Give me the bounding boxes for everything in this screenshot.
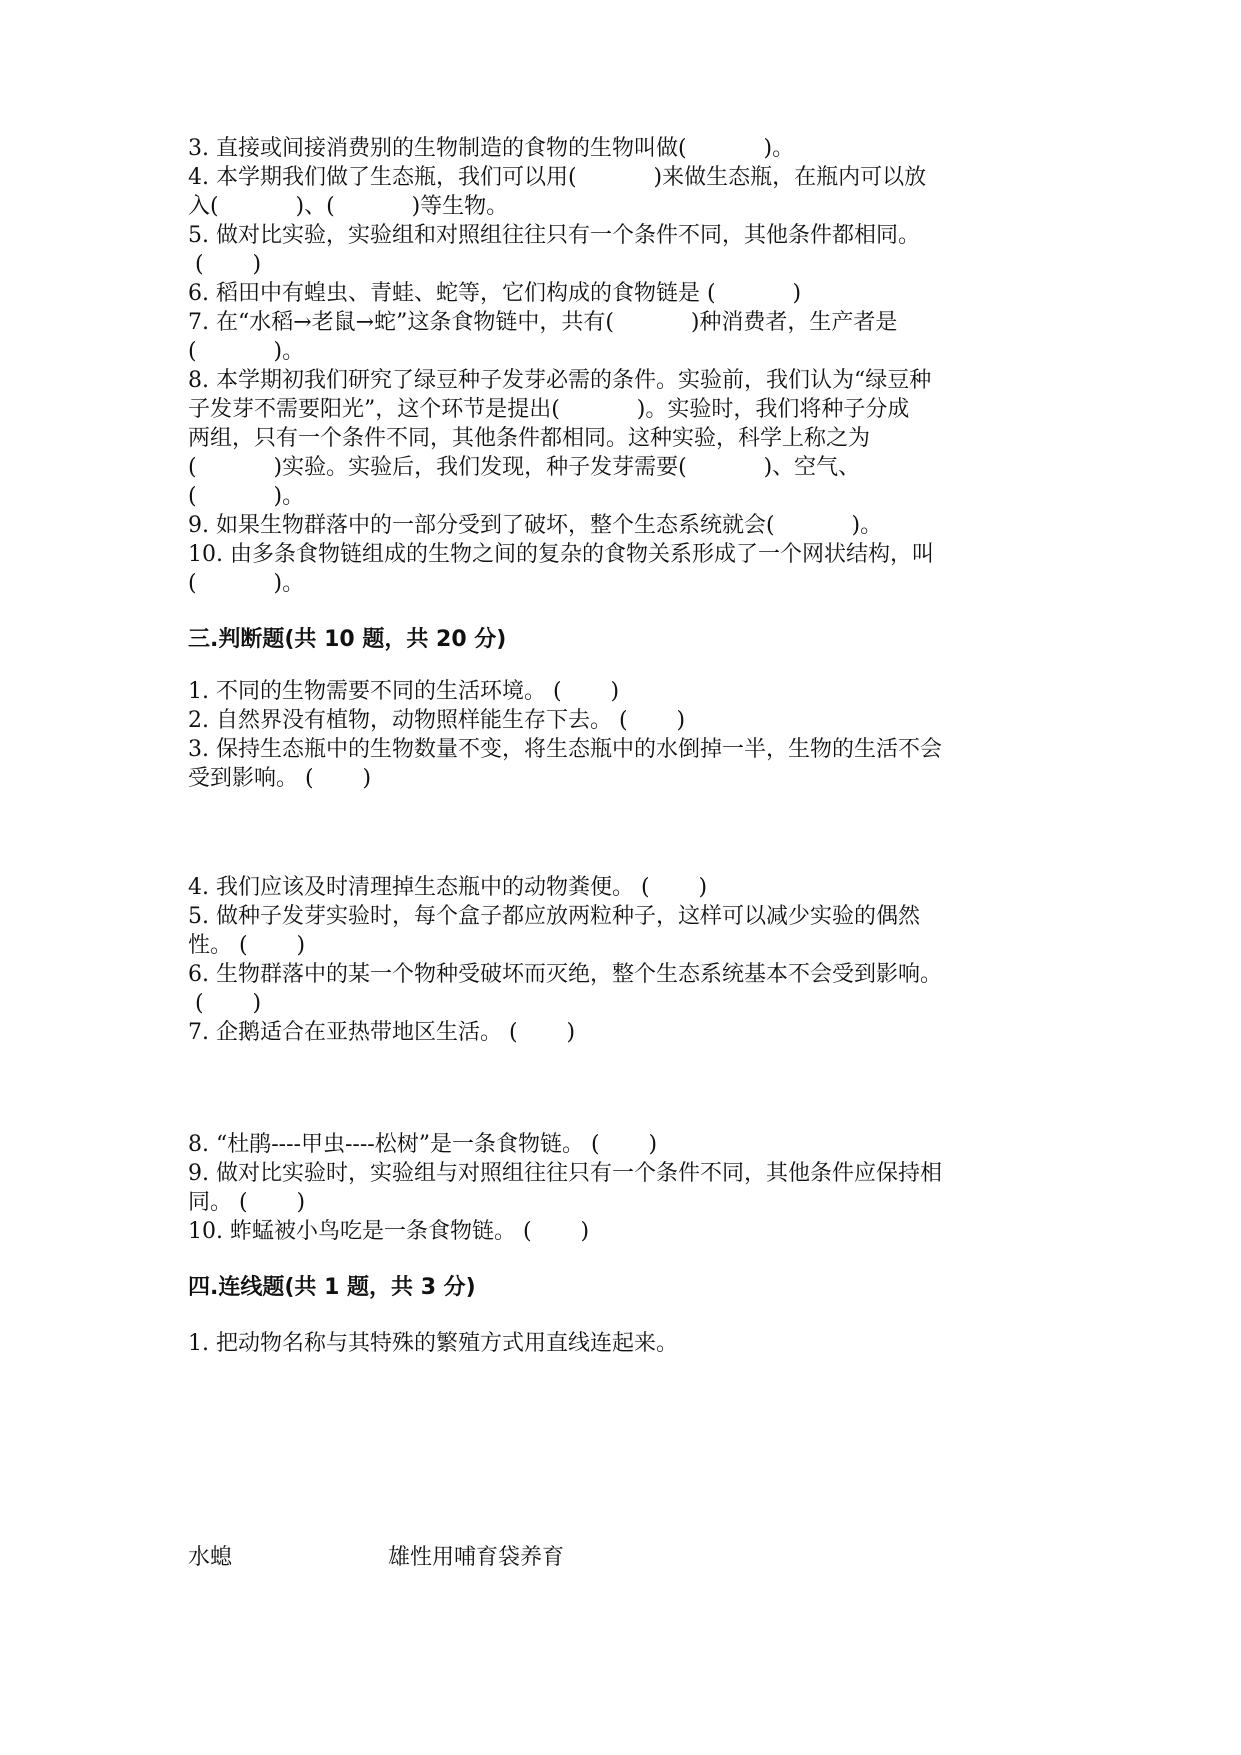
question-line: 子发芽不需要阳光”，这个环节是提出( )。实验时，我们将种子分成: [188, 397, 910, 422]
question-line: 8. 本学期初我们研究了绿豆种子发芽必需的条件。实验前，我们认为“绿豆种: [188, 368, 932, 393]
question-line: 10. 蚱蜢被小鸟吃是一条食物链。 ( ): [188, 1219, 590, 1244]
question-line: 10. 由多条食物链组成的生物之间的复杂的食物关系形成了一个网状结构，叫: [188, 542, 934, 567]
matching-question: 1. 把动物名称与其特殊的繁殖方式用直线连起来。: [188, 1331, 678, 1356]
question-line: 8. “杜鹃----甲虫----松树”是一条食物链。 ( ): [188, 1132, 658, 1157]
matching-right-item[interactable]: 雄性用哺育袋养育: [388, 1545, 565, 1570]
question-line: 3. 保持生态瓶中的生物数量不变，将生态瓶中的水倒掉一半，生物的生活不会: [188, 737, 942, 762]
question-line: ( )。: [188, 484, 305, 509]
question-line: 1. 不同的生物需要不同的生活环境。 ( ): [188, 679, 620, 704]
question-line: 2. 自然界没有植物，动物照样能生存下去。 ( ): [188, 708, 686, 733]
question-line: ( ): [188, 991, 262, 1016]
question-line: 性。 ( ): [188, 933, 306, 958]
question-line: ( )。: [188, 571, 305, 596]
question-line: 3. 直接或间接消费别的生物制造的食物的生物叫做( )。: [188, 136, 795, 161]
question-line: 入( )、( )等生物。: [188, 194, 509, 219]
section-heading-judgement: 三.判断题(共 10 题，共 20 分): [188, 627, 507, 652]
question-line: ( )。: [188, 339, 305, 364]
question-line: 9. 如果生物群落中的一部分受到了破坏，整个生态系统就会( )。: [188, 513, 883, 538]
question-line: 受到影响。 ( ): [188, 766, 372, 791]
question-line: 两组，只有一个条件不同，其他条件都相同。这种实验，科学上称之为: [188, 426, 871, 451]
question-line: 5. 做种子发芽实验时，每个盒子都应放两粒种子，这样可以减少实验的偶然: [188, 904, 920, 929]
question-line: 9. 做对比实验时，实验组与对照组往往只有一个条件不同，其他条件应保持相: [188, 1161, 942, 1186]
question-line: 6. 稻田中有蝗虫、青蛙、蛇等，它们构成的食物链是 ( ): [188, 281, 802, 306]
question-line: 4. 我们应该及时清理掉生态瓶中的动物粪便。 ( ): [188, 875, 708, 900]
matching-left-item[interactable]: 水螅: [188, 1545, 233, 1570]
question-line: 4. 本学期我们做了生态瓶，我们可以用( )来做生态瓶，在瓶内可以放: [188, 165, 927, 190]
question-line: 6. 生物群落中的某一个物种受破坏而灭绝，整个生态系统基本不会受到影响。: [188, 962, 942, 987]
section-heading-matching: 四.连线题(共 1 题，共 3 分): [188, 1275, 476, 1300]
question-line: 同。 ( ): [188, 1190, 306, 1215]
question-line: 7. 在“水稻→老鼠→蛇”这条食物链中，共有( )种消费者，生产者是: [188, 310, 898, 335]
question-line: ( ): [188, 252, 262, 277]
question-line: ( )实验。实验后，我们发现，种子发芽需要( )、空气、: [188, 455, 861, 480]
question-line: 5. 做对比实验，实验组和对照组往往只有一个条件不同，其他条件都相同。: [188, 223, 920, 248]
question-line: 7. 企鹅适合在亚热带地区生活。 ( ): [188, 1020, 576, 1045]
